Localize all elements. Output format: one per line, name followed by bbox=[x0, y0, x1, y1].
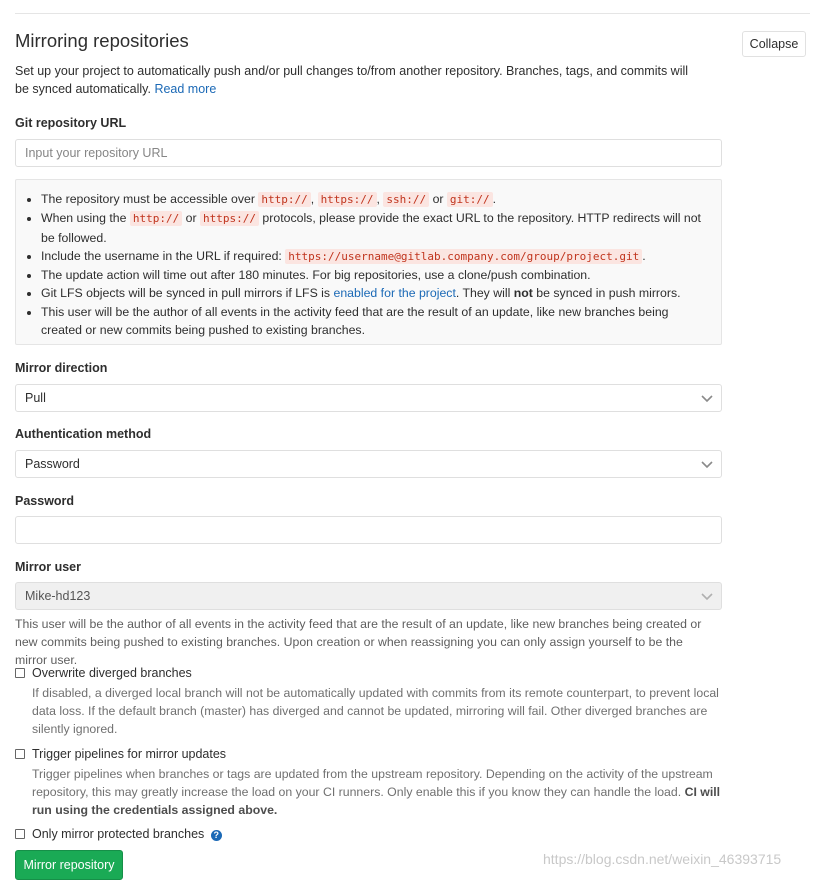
protected-label-text: Only mirror protected branches bbox=[32, 827, 205, 841]
info-text: or bbox=[185, 211, 197, 226]
password-label: Password bbox=[15, 494, 75, 508]
page-title: Mirroring repositories bbox=[15, 30, 189, 51]
git-url-label: Git repository URL bbox=[15, 116, 127, 130]
info-item-timeout: • The update action will time out after 180 minutes. For big repositories, use a clone/push combination. bbox=[41, 266, 709, 284]
mirror-user-label: Mirror user bbox=[15, 560, 81, 574]
info-item-lfs bbox=[41, 284, 709, 302]
overwrite-help: If disabled, a diverged local branch will not be automatically updated with commits from its remote counterpart, to prevent local data loss. If the default branch (master) has diverged and cannot be updated, mirroring will fail. Other diverged branches are silently ignored. bbox=[32, 686, 719, 736]
trigger-checkbox[interactable] bbox=[15, 749, 25, 759]
git-url-input[interactable] bbox=[15, 139, 722, 167]
info-item-protocols: • The repository must be accessible over http:// , https:// , ssh:// or git:// . bbox=[41, 190, 709, 209]
code-https: https:// bbox=[200, 211, 259, 226]
mirror-user-value: Mike-hd123 bbox=[25, 589, 91, 603]
overwrite-checkbox[interactable] bbox=[15, 668, 25, 678]
mirror-user-select bbox=[15, 582, 722, 610]
code-example-url: https://username@gitlab.company.com/group/project.git bbox=[285, 249, 642, 264]
top-divider bbox=[15, 13, 810, 14]
mirror-direction-value: Pull bbox=[25, 391, 46, 405]
protected-checkbox[interactable] bbox=[15, 829, 25, 839]
read-more-link[interactable]: Read more bbox=[154, 82, 217, 96]
info-item-author: • This user will be the author of all events in the activity feed that are the result of an update, like new branches being created or new commits being pushed to existing branches. bbox=[41, 303, 709, 340]
info-text: The repository must be accessible over bbox=[41, 192, 255, 206]
mirror-user-help: This user will be the author of all events in the activity feed that are the result of an update, like new branches being created or new commits being pushed to existing branches. Upon creation or when reassigning you can only assign yourself to be the mirror user. bbox=[15, 617, 702, 667]
chevron-down-icon bbox=[701, 393, 713, 403]
chevron-down-icon bbox=[701, 591, 713, 601]
info-text: When using the bbox=[41, 211, 127, 226]
info-list bbox=[26, 190, 709, 339]
info-text: . They will bbox=[455, 286, 511, 301]
info-text: or bbox=[432, 192, 444, 206]
git-url-placeholder: Input your repository URL bbox=[25, 146, 168, 160]
trigger-help-bold: CI will run using the credentials assigned above. bbox=[32, 785, 721, 817]
trigger-help bbox=[32, 765, 722, 819]
code-git: git:// bbox=[447, 192, 493, 207]
mirror-repository-button[interactable]: Mirror repository bbox=[15, 850, 123, 880]
chevron-down-icon bbox=[701, 459, 713, 469]
trigger-help-text: Trigger pipelines when branches or tags are updated from the upstream repository. Depending on the activity of the upstream repository, this may greatly increase the load on your CI runners. Only enable this if you know they can handle the load. bbox=[32, 767, 713, 799]
description-text: Set up your project to automatically push and/or pull changes to/from another repository. Branches, tags, and commits will be synced automatically. bbox=[15, 64, 689, 96]
mirror-direction-select[interactable] bbox=[15, 384, 722, 412]
info-item-exact-url bbox=[41, 209, 709, 247]
info-text: be synced in push mirrors. bbox=[536, 286, 681, 301]
watermark-text: https://blog.csdn.net/weixin_46393715 bbox=[543, 851, 782, 867]
collapse-button[interactable]: Collapse bbox=[742, 31, 806, 57]
auth-method-value: Password bbox=[25, 457, 80, 471]
info-text: protocols, please provide the exact URL to the repository. HTTP redirects will not be followed. bbox=[41, 211, 701, 245]
question-circle-icon[interactable]: ? bbox=[211, 830, 222, 841]
code-ssh: ssh:// bbox=[383, 192, 429, 207]
info-box bbox=[15, 179, 722, 345]
overwrite-label[interactable]: Overwrite diverged branches bbox=[32, 666, 192, 680]
code-https: https:// bbox=[318, 192, 377, 207]
code-http: http:// bbox=[130, 211, 182, 226]
info-text: Include the username in the URL if required: bbox=[41, 248, 282, 263]
password-input[interactable] bbox=[15, 516, 722, 544]
info-bold: not bbox=[513, 286, 533, 301]
auth-method-select[interactable] bbox=[15, 450, 722, 478]
protected-label[interactable] bbox=[32, 827, 222, 841]
section-description bbox=[15, 62, 705, 98]
info-item-username: • Include the username in the URL if required: https://username@gitlab.company.com/group/project.git . bbox=[41, 247, 709, 266]
lfs-link[interactable]: enabled for the project bbox=[333, 286, 456, 301]
info-text: Git LFS objects will be synced in pull mirrors if LFS is bbox=[41, 286, 331, 301]
mirror-direction-label: Mirror direction bbox=[15, 361, 108, 375]
trigger-label[interactable]: Trigger pipelines for mirror updates bbox=[32, 747, 227, 761]
code-http: http:// bbox=[258, 192, 310, 207]
auth-method-label: Authentication method bbox=[15, 427, 152, 441]
